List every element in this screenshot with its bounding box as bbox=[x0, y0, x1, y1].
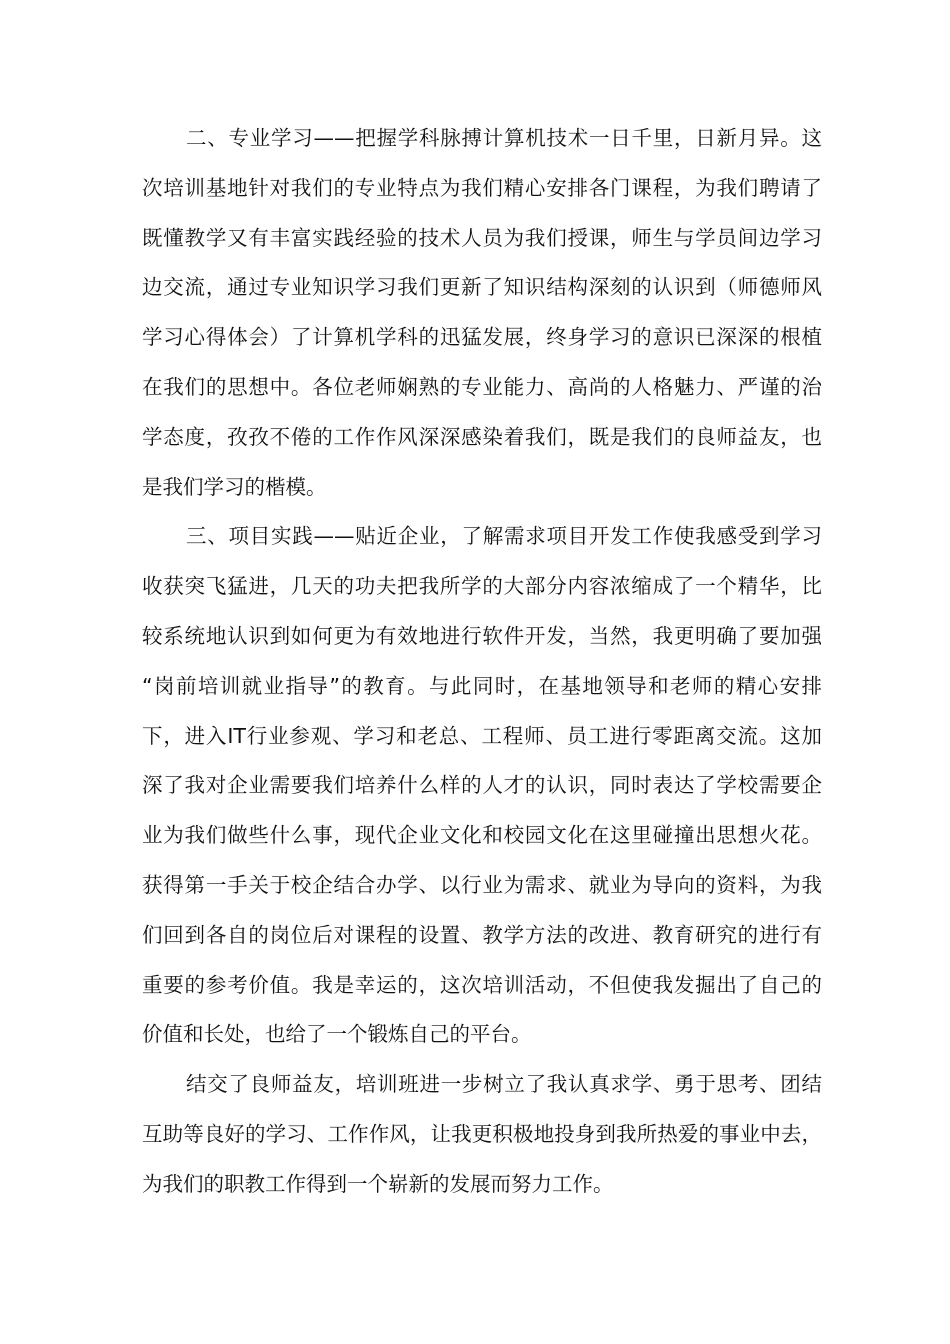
paragraph-line: 边交流，通过专业知识学习我们更新了知识结构深刻的认识到（师德师风 bbox=[142, 275, 822, 300]
paragraph-line: “岗前培训就业指导”的教育。与此同时，在基地领导和老师的精心安排 bbox=[142, 673, 822, 698]
paragraph-line: 较系统地认识到如何更为有效地进行软件开发，当然，我更明确了要加强 bbox=[142, 623, 822, 648]
paragraph-line: 次培训基地针对我们的专业特点为我们精心安排各门课程，为我们聘请了 bbox=[142, 175, 822, 200]
paragraph-line: 互助等良好的学习、工作作风，让我更积极地投身到我所热爱的事业中去， bbox=[142, 1121, 822, 1146]
paragraph-line: 在我们的思想中。各位老师娴熟的专业能力、高尚的人格魅力、严谨的治 bbox=[142, 374, 822, 399]
paragraph-line: 业为我们做些什么事，现代企业文化和校园文化在这里碰撞出思想火花。 bbox=[142, 823, 822, 848]
document-body bbox=[142, 114, 822, 1210]
paragraph-line: 深了我对企业需要我们培养什么样的人才的认识，同时表达了学校需要企 bbox=[142, 773, 822, 798]
paragraph-line: 为我们的职教工作得到一个崭新的发展而努力工作。 bbox=[142, 1171, 614, 1196]
paragraph-line: 价值和长处，也给了一个锻炼自己的平台。 bbox=[142, 1022, 532, 1047]
paragraph-line: 收获突飞猛进，几天的功夫把我所学的大部分内容浓缩成了一个精华，比 bbox=[142, 574, 822, 599]
paragraph-line: 下，进入IT行业参观、学习和老总、工程师、员工进行零距离交流。这加 bbox=[142, 723, 822, 748]
paragraph-line: 三、项目实践——贴近企业，了解需求项目开发工作使我感受到学习 bbox=[186, 524, 822, 549]
paragraph-line: 结交了良师益友，培训班进一步树立了我认真求学、勇于思考、团结 bbox=[186, 1072, 822, 1097]
paragraph-conclusion bbox=[142, 1060, 822, 1209]
paragraph-line: 是我们学习的楷模。 bbox=[142, 474, 327, 499]
paragraph-line: 们回到各自的岗位后对课程的设置、教学方法的改进、教育研究的进行有 bbox=[142, 922, 822, 947]
paragraph-project-practice bbox=[142, 512, 822, 1060]
paragraph-line: 学习心得体会）了计算机学科的迅猛发展，终身学习的意识已深深的根植 bbox=[142, 325, 822, 350]
paragraph-line: 获得第一手关于校企结合办学、以行业为需求、就业为导向的资料，为我 bbox=[142, 872, 822, 897]
paragraph-line: 重要的参考价值。我是幸运的，这次培训活动，不但使我发掘出了自己的 bbox=[142, 972, 822, 997]
paragraph-line: 二、专业学习——把握学科脉搏计算机技术一日千里，日新月异。这 bbox=[186, 126, 822, 150]
paragraph-line: 既懂教学又有丰富实践经验的技术人员为我们授课，师生与学员间边学习 bbox=[142, 225, 822, 250]
paragraph-professional-study bbox=[142, 114, 822, 512]
paragraph-line: 学态度，孜孜不倦的工作作风深深感染着我们，既是我们的良师益友，也 bbox=[142, 424, 822, 449]
